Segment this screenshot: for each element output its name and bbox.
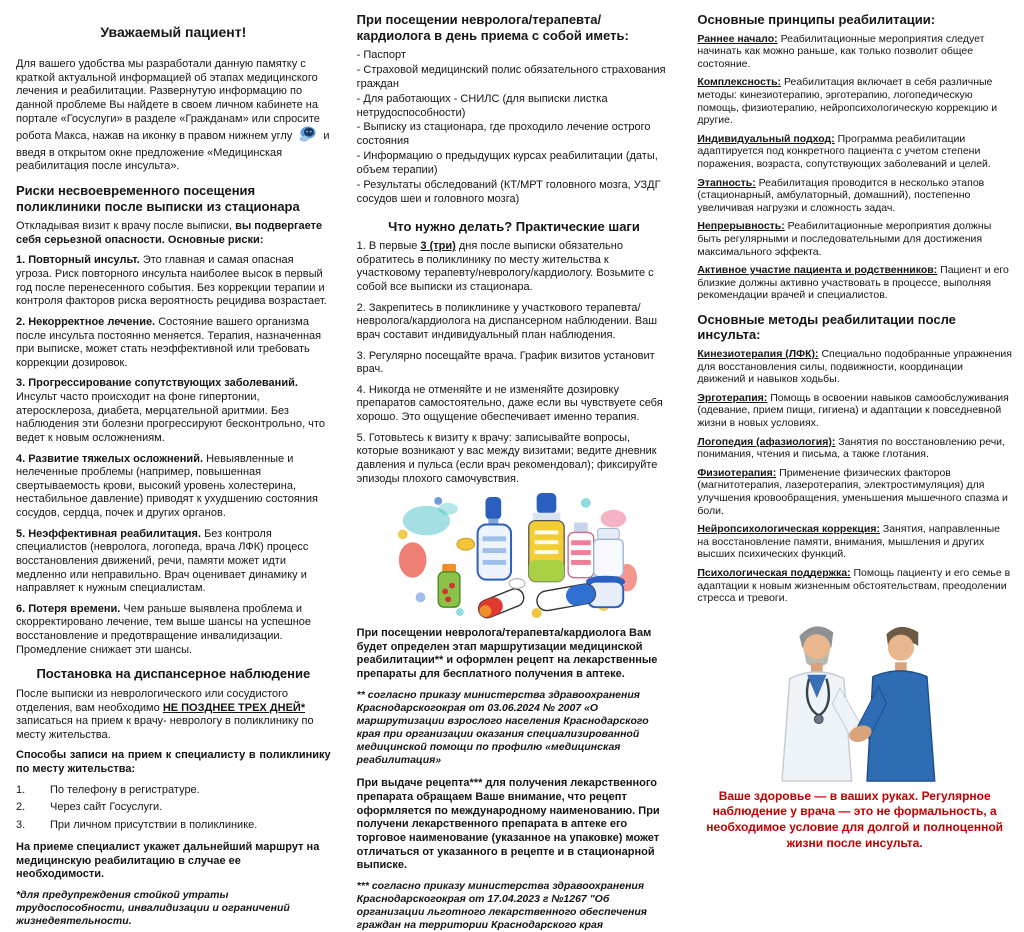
document-item-5: - Информацию о предыдущих курсах реабилитации (даты, объем терапии)	[356, 150, 658, 177]
patient-figure	[858, 627, 935, 781]
step-2: 2. Закрепитесь в поликлинике у участкового терапевта/невролога/кардиолога на диспансерном наблюдении. Ваш врач составит индивидуальный план наблюдения.	[356, 301, 658, 341]
principle-item-2: Комплексность: Реабилитация включает в себя различные методы: кинезиотерапию, эрготерапию, логопедическую помощь, физиотерапию, нейропсихологическую коррекцию и другие.	[697, 76, 998, 127]
intro-text-part2: и введя в открытом окне предложение «Медицинская реабилитация после инсульта».	[16, 130, 330, 173]
routing-footnote: ** согласно приказу министерства здравоохранения Краснодарскогокрая от 03.06.2024 № 2007 «О маршрутизации взрослого населения Краснодарского края при организации оказания специализированной медицинской помощи по профилю «медицинская реабилитация»	[356, 688, 649, 767]
greeting-title: Уважаемый пациент!	[100, 24, 247, 40]
method-item-6: Психологическая поддержка: Помощь пациенту и его семье в адаптации к новым жизненным обстоятельствам, преодолении стресса и тревоги.	[697, 566, 1011, 605]
pink-striped-bottle	[568, 523, 594, 578]
method-item-3: Логопедия (афазиология): Занятия по восстановлению речи, понимания, чтения и письма, а также глотания.	[697, 435, 1005, 461]
principle-item-3: Индивидуальный подход: Программа реабилитации адаптируется под конкретного пациента с учетом степени поражения, возраста, сопутствующих заболеваний и целей.	[697, 132, 991, 170]
document-item-1: - Паспорт	[356, 49, 406, 62]
left-column	[16, 10, 331, 928]
yellow-bottle	[529, 493, 564, 582]
step-1: 1. В первые 3 (три) дня после выписки обязательно обратитесь в поликлинику по месту жительства к участковому терапевту/неврологу/кардиологу. Возьмите с собой все выписки из стационара.	[356, 240, 654, 294]
right-column	[697, 10, 1012, 850]
green-vial	[438, 564, 460, 607]
appointment-method-2: 2. Через сайт Госуслуги.	[16, 801, 163, 814]
dropper-bottle	[478, 497, 511, 580]
step-4: 4. Никогда не отменяйте и не изменяйте дозировку препаратов самостоятельно, даже если вы чувствуете себя хорошо. Это ощущение обеспечивает именно терапия.	[356, 383, 663, 424]
method-item-5: Нейропсихологическая коррекция: Занятия, направленные на восстановление памяти, внимания, мышления и других высших психических функций.	[697, 523, 1001, 561]
routing-note: При посещении невролога/терапевта/кардиолога Вам будет определен этап маршрутизации медицинской реабилитации** и оформлен рецепт на лекарственные препараты для бесплатного получения в аптеке.	[356, 627, 658, 681]
prescription-footnote: *** согласно приказу министерства здравоохранения Краснодарскогокрая от 17.04.2023 г №1267 "Об организации льготного лекарственного обеспечения граждан на территории Краснодарского края	[356, 879, 647, 932]
three-days-underline: 3 (три)	[420, 240, 456, 253]
practical-steps-heading: Что нужно делать? Практические шаги	[388, 218, 640, 234]
principle-item-6: Активное участие пациента и родственников: Пациент и его близкие должны активно участвовать в процессе, выполняя рекомендации врачей и специалистов.	[697, 264, 1009, 302]
risk-item-6: 6. Потеря времени. Чем раньше выявлена проблема и скорректировано лечение, тем выше шансы на успешное восстановление и предотвращение инвалидизации. Промедление снижает эти шансы.	[16, 602, 312, 656]
three-days-emphasis: НЕ ПОЗДНЕЕ ТРЕХ ДНЕЙ*	[162, 701, 306, 714]
white-cylinder-bottle	[594, 529, 624, 577]
principle-item-4: Этапность: Реабилитация проводится в несколько этапов (стационарный, амбулаторный, домашний), постепенно увеличивая нагрузки и сложность задач.	[697, 176, 985, 214]
document-item-3: - Для работающих - СНИЛС (для выписки листка нетрудоспособности)	[356, 92, 608, 119]
risk-item-3: 3. Прогрессирование сопутствующих заболеваний. Инсульт часто происходит на фоне гипертонии, атеросклероза, диабета, мерцательной аритмии. Без наблюдения эти болезни прогрессируют бесконтрольно, что ведет к новым осложнениям.	[16, 377, 325, 444]
method-item-4: Физиотерапия: Применение физических факторов (магнитотерапия, лазеротерапия, электростимуляция) для улучшения кровообращения, уменьшения мышечного спазма и боли.	[697, 466, 1008, 517]
risk-item-4: 4. Развитие тяжелых осложнений. Невыявленные и нелеченные проблемы (например, повышенная свертываемость крови, высокий уровень холестерина, нестабильное давление) приводят к ухудшению состояния сосудов, сердца, почек и других органов.	[16, 452, 318, 520]
risk-item-2: 2. Некорректное лечение. Состояние вашего организма после инсульта постоянно меняется. Терапия, назначенная при выписке, может стать неэффективной или требовать коррекции дозировок.	[16, 315, 322, 369]
dispensary-paragraph: После выписки из неврологического или сосудистого отделения, вам необходимо НЕ ПОЗДНЕЕ ТРЕХ ДНЕЙ* записаться на прием к врачу- неврологу в поликлинику по месту жительства.	[16, 687, 314, 741]
principle-item-1: Раннее начало: Реабилитационные мероприятия следует начинать как можно раньше, как только позволит общее состояние.	[697, 32, 985, 70]
risk-item-5: 5. Неэффективная реабилитация. Без контроля специалистов (невролога, логопеда, врача ЛФК) процесс восстановления движений, речи, памяти может идти медленно или неправильно. Врач оценивает динамику и направляет к нужным специалистам.	[16, 527, 309, 595]
document-item-4: - Выписку из стационара, где проходило лечение острого состояния	[356, 121, 651, 148]
dispensary-footnote: *для предупреждения стойкой утраты трудоспособности, инвалидизации и ограничений жизнедеятельности.	[16, 888, 290, 928]
risk-item-1: 1. Повторный инсульт. Это главная и самая опасная угроза. Риск повторного инсульта наиболее высок в первый год после перенесенного события. Без коррекции терапии и контроля факторов риска вероятность рецидива возрастает.	[16, 254, 327, 308]
risks-heading: Риски несвоевременного посещения поликлиники после выписки из стационара	[16, 183, 300, 214]
doctor-figure	[782, 626, 863, 781]
document-item-2: - Страховой медицинский полис обязательного страхования граждан	[356, 64, 666, 90]
method-item-1: Кинезиотерапия (ЛФК): Специально подобранные упражнения для восстановления силы, подвижности, координации движений и навыков ходьбы.	[697, 348, 1012, 386]
step-3: 3. Регулярно посещайте врача. График визитов установит врач.	[356, 349, 655, 376]
doctor-patient-handshake-illustration	[742, 611, 967, 783]
intro-text-part1: Для вашего удобства мы разработали данную памятку с краткой актуальной информацией об этапах медицинского лечения и реабилитации. Развернутую информацию по данной проблеме Вы найдете в своем личном кабинете на портале «Госуслуги» в разделе «Гражданам» или спросите робота Макса, нажав на иконку в правом нижнем углу	[16, 58, 320, 143]
principle-item-5: Непрерывность: Реабилитационные мероприятия должны быть регулярными и последовательными для достижения максимального эффекта.	[697, 220, 992, 258]
step-5: 5. Готовьтесь к визиту к врачу: записывайте вопросы, которые возникают у вас между визитами; ведите дневник давления и пульса (если врач рекомендовал); фиксируйте эпизоды плохого самочувствия.	[356, 431, 658, 485]
intro-paragraph	[16, 58, 331, 174]
closing-message: Ваше здоровье — в ваших руках. Регулярное наблюдение у врача — это не формальность, а необходимое условие для долгой и полноценной жизни после инсульта.	[706, 788, 1004, 850]
bring-with-you-heading: При посещении невролога/терапевта/кардиолога в день приема с собой иметь:	[356, 12, 629, 43]
robot-max-icon	[298, 126, 317, 147]
dispensary-note: На приеме специалист укажет дальнейший маршрут на медицинскую реабилитацию в случае ее необходимости.	[16, 840, 320, 881]
method-item-2: Эрготерапия: Помощь в освоении навыков самообслуживания (одевание, прием пищи, гигиена) и адаптации к повседневной жизни в новых условиях.	[697, 391, 1009, 430]
principles-heading: Основные принципы реабилитации:	[697, 12, 936, 27]
appointment-method-1: 1. По телефону в регистратуре.	[16, 783, 200, 796]
medications-illustration	[391, 493, 637, 621]
blue-white-capsule	[535, 583, 597, 613]
prescription-note: При выдаче рецепта*** для получения лекарственного препарата обращаем Ваше внимание, что рецепт оформляется по международному наименованию. При получени лекарственного препарата в аптеке его торговое наименование (указанное на упаковке) может отличаться от указанного в рецепте и в стационарной выписке.	[356, 777, 660, 872]
middle-column	[356, 10, 672, 932]
risks-lead: Откладывая визит к врачу после выписки, вы подвергаете себя серьезной опасности. Основные риски:	[16, 220, 323, 246]
document-item-6: - Результаты обследований (КТ/МРТ головного мозга, УЗДГ сосудов шеи и головного мозга)	[356, 178, 661, 205]
methods-heading: Основные методы реабилитации после инсульта:	[697, 311, 956, 343]
appointment-method-3: 3. При личном присутствии в поликлинике.	[16, 819, 258, 832]
dispensary-heading: Постановка на диспансерное наблюдение	[36, 666, 311, 682]
appointment-ways-heading: Способы записи на прием к специалисту в поликлинику по месту жительства:	[16, 749, 331, 776]
